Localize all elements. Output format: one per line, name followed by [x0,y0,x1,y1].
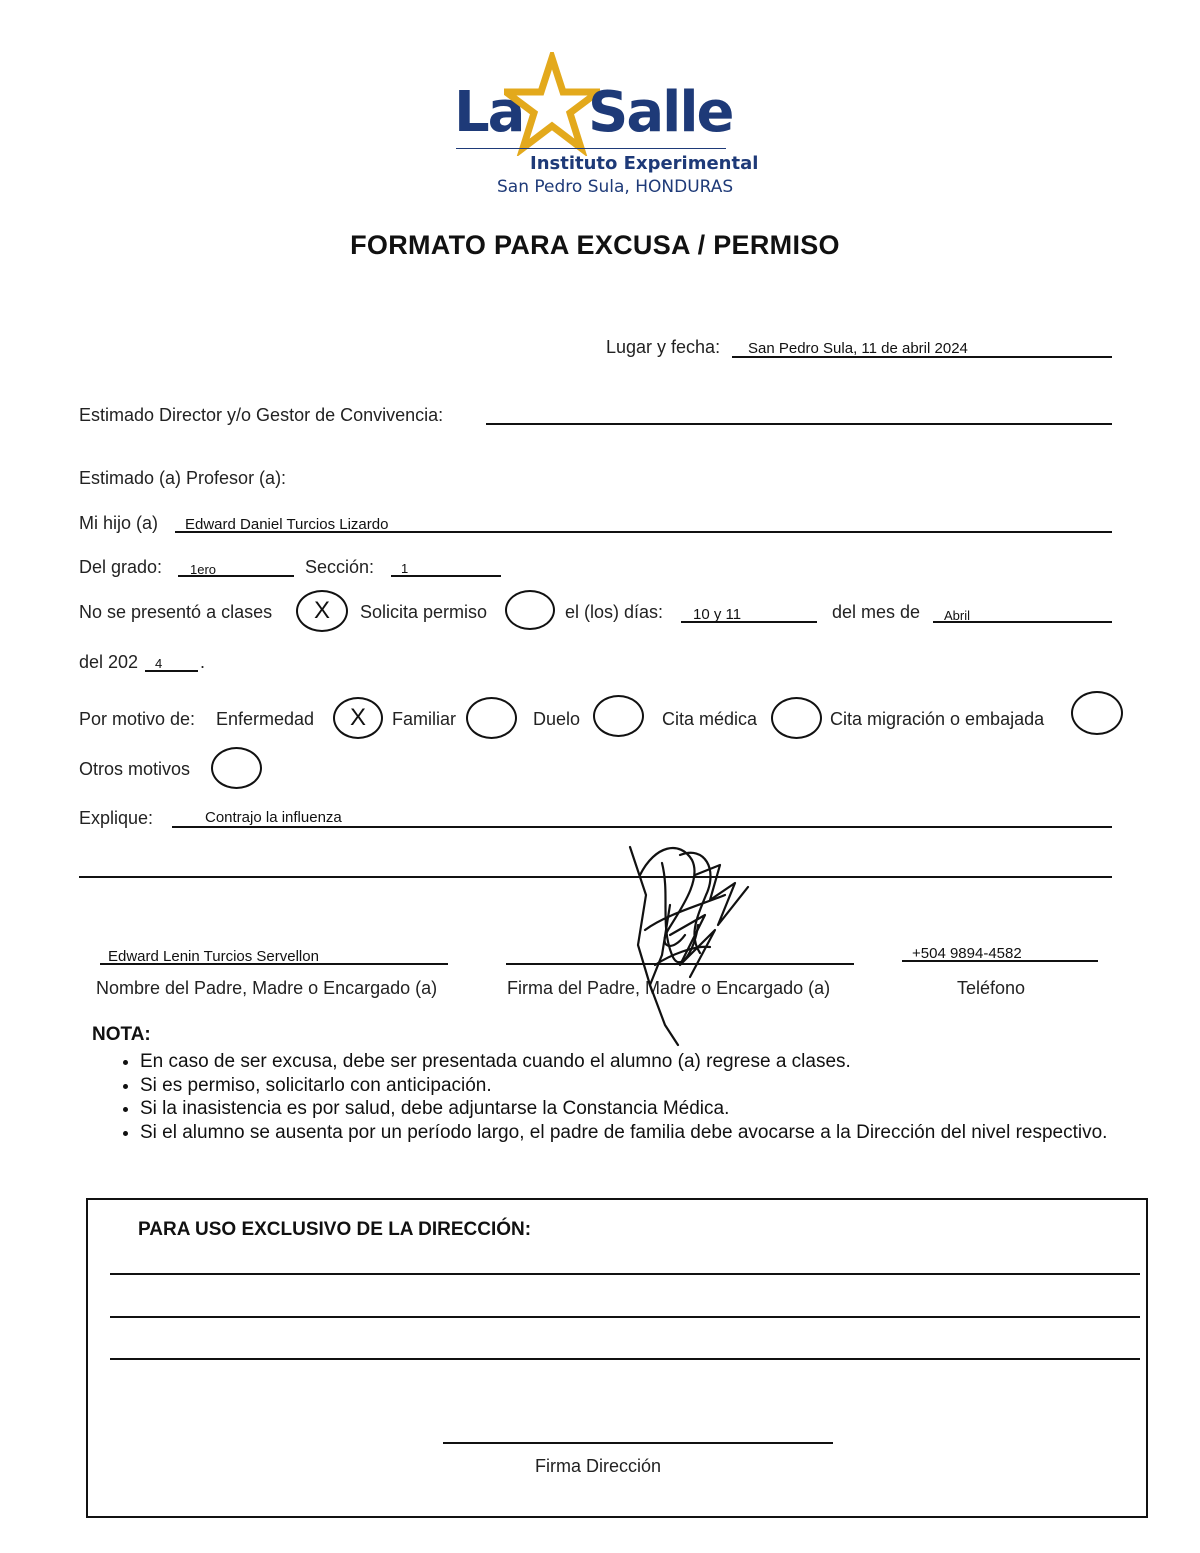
parent-name-label: Nombre del Padre, Madre o Encargado (a) [96,978,438,998]
phone-value[interactable]: +504 9894-4582 [912,945,1022,962]
direction-line-3[interactable] [110,1358,1140,1360]
absent-label: No se presentó a clases [79,602,273,622]
month-label: del mes de [832,602,921,622]
year-suffix: . [200,652,206,672]
reason-illness-label: Enfermedad [216,709,315,729]
child-name-value[interactable]: Edward Daniel Turcios Lizardo [185,516,389,533]
parent-name-value[interactable]: Edward Lenin Turcios Servellon [108,948,319,965]
explain-line-2[interactable] [79,876,1112,878]
institution-logo [450,50,759,205]
direction-heading: PARA USO EXCLUSIVO DE LA DIRECCIÓN: [138,1219,532,1240]
direction-line-2[interactable] [110,1316,1140,1318]
month-value[interactable]: Abril [944,608,971,623]
grade-label: Del grado: [79,557,163,577]
reason-medical-label: Cita médica [662,709,758,729]
teacher-label: Estimado (a) Profesor (a): [79,468,287,488]
logo-divider [456,148,726,149]
reason-illness-mark: X [349,704,366,731]
reason-medical-checkbox[interactable] [771,697,822,739]
logo-location: San Pedro Sula, HONDURAS [497,177,734,197]
reason-migration-label: Cita migración o embajada [830,709,1045,729]
absent-checkbox[interactable] [296,590,348,632]
nota-item-3: • Si la inasistencia es por salud, debe adjuntarse la Constancia Médica. [140,1097,1140,1121]
child-label: Mi hijo (a) [79,513,159,533]
nota-item-4: • Si el alumno se ausenta por un período largo, el padre de familia debe avocarse a la Dirección del nivel respectivo. [140,1121,1140,1145]
reason-label: Por motivo de: [79,709,196,729]
other-reasons-label: Otros motivos [79,759,191,779]
direction-signature-line[interactable] [443,1442,833,1444]
days-label: el (los) días: [565,602,664,622]
phone-label: Teléfono [957,978,1026,998]
reason-illness-checkbox[interactable] [333,697,383,739]
days-value[interactable]: 10 y 11 [693,606,742,623]
direction-signature-label: Firma Dirección [535,1456,662,1476]
handwritten-signature [610,835,760,1050]
place-date-value[interactable]: San Pedro Sula, 11 de abril 2024 [748,340,968,357]
nota-heading: NOTA: [92,1024,151,1045]
direction-line-1[interactable] [110,1273,1140,1275]
explain-line-1 [172,826,1112,828]
nota-list [100,1050,1140,1144]
place-date-label: Lugar y fecha: [606,337,721,357]
director-line[interactable] [486,423,1112,425]
reason-family-label: Familiar [392,709,457,729]
explain-label: Explique: [79,808,154,828]
year-line [145,670,198,672]
form-title: FORMATO PARA EXCUSA / PERMISO [350,230,840,260]
permit-checkbox[interactable] [505,590,555,630]
nota-item-1: • En caso de ser excusa, debe ser presentada cuando el alumno (a) regrese a clases. [140,1050,1140,1074]
section-label: Sección: [305,557,375,577]
other-reasons-checkbox[interactable] [211,747,262,789]
reason-migration-checkbox[interactable] [1071,691,1123,735]
explain-value[interactable]: Contrajo la influenza [205,809,342,826]
reason-family-checkbox[interactable] [466,697,517,739]
director-label: Estimado Director y/o Gestor de Convivencia: [79,405,444,425]
reason-grief-label: Duelo [533,709,581,729]
absent-checkbox-mark: X [313,597,330,624]
logo-brand-left: La [454,80,524,145]
reason-grief-checkbox[interactable] [593,695,644,737]
section-value[interactable]: 1 [401,561,409,576]
year-prefix: del 202 [79,652,139,672]
nota-item-2: • Si es permiso, solicitarlo con anticipación. [140,1074,1140,1098]
star-icon [504,52,600,156]
year-value[interactable]: 4 [155,656,163,671]
parent-signature-label: Firma del Padre, Madre o Encargado (a) [507,978,831,998]
grade-value[interactable]: 1ero [190,562,217,577]
logo-brand-right: Salle [588,80,733,145]
permit-label: Solicita permiso [360,602,488,622]
logo-institute: Instituto Experimental [530,153,759,174]
